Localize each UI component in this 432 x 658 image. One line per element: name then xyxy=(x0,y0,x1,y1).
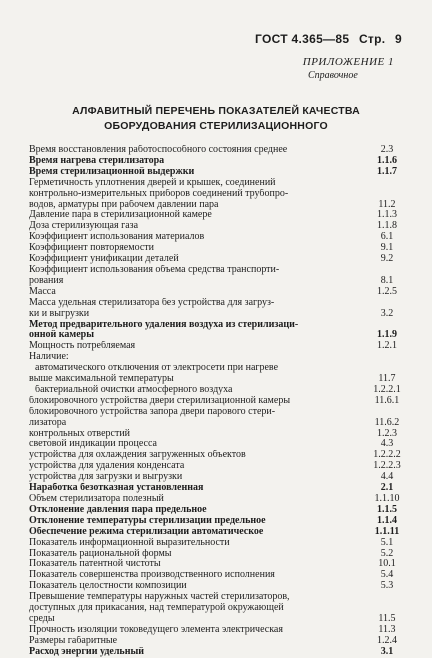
entry-clause-number: 1.1.6 xyxy=(377,154,397,166)
document-title xyxy=(0,104,432,134)
entry-clause-number: 11.2 xyxy=(378,198,396,210)
entry-clause-number: 9.2 xyxy=(380,253,394,265)
entry-text: Показатель совершенства производственного исполнения xyxy=(29,570,275,581)
index-entry xyxy=(29,320,403,331)
entry-text: автоматического отключения от электросети при нагреве xyxy=(35,363,279,374)
entry-clause-number: 1.1.5 xyxy=(377,503,397,515)
entry-text: контрольных отверстий xyxy=(29,428,131,439)
entry-text: Масса xyxy=(29,286,56,297)
entry-clause-number: 2.3 xyxy=(380,144,394,155)
entry-clause-number: 1.2.3 xyxy=(377,427,397,439)
index-entry xyxy=(29,276,403,287)
index-entry xyxy=(29,472,403,483)
entry-text: световой индикации процесса xyxy=(29,439,157,450)
index-entry xyxy=(29,647,403,658)
page-header xyxy=(249,32,402,46)
entry-text: Расход энергии удельный xyxy=(29,646,145,657)
index-entry xyxy=(29,494,403,505)
entry-clause-number: 11.7 xyxy=(378,373,396,385)
entry-clause-number: 1.1.11 xyxy=(374,525,400,537)
entry-clause-number: 4.4 xyxy=(380,471,394,483)
entry-text: Показатель информационной выразительности xyxy=(29,537,230,548)
entry-text: Время стерилизационной выдержки xyxy=(29,166,195,177)
index-entry xyxy=(29,516,403,527)
entry-text: бактериальной очистки атмосферного воздуха xyxy=(35,384,233,395)
index-list xyxy=(29,145,403,658)
index-entry xyxy=(29,429,403,440)
appendix-note: Справочное xyxy=(308,70,358,81)
entry-clause-number: 1.2.1 xyxy=(377,340,397,352)
entry-clause-number: 1.1.8 xyxy=(377,220,397,232)
entry-text: выше максимальной температуры xyxy=(29,374,174,385)
entry-clause-number: 2.1 xyxy=(380,482,394,494)
entry-text: Мощность потребляемая xyxy=(29,341,136,352)
entry-text: Отклонение давления пара предельное xyxy=(29,504,207,515)
entry-clause-number: 3.2 xyxy=(380,307,394,319)
entry-clause-number: 1.1.3 xyxy=(377,209,397,221)
entry-text: доступных для прикасания, над температурой окружающей xyxy=(29,603,284,614)
entry-clause-number: 3.1 xyxy=(380,645,394,657)
index-entry xyxy=(29,298,403,309)
index-entry xyxy=(29,309,403,320)
entry-text: Коэффициент унификации деталей xyxy=(29,254,179,265)
entry-clause-number: 1.1.9 xyxy=(377,329,397,341)
index-entry xyxy=(29,167,403,178)
entry-clause-number: 5.3 xyxy=(380,580,394,592)
index-entry xyxy=(29,461,403,472)
entry-text: Время нагрева стерилизатора xyxy=(29,155,165,166)
index-entry xyxy=(29,483,403,494)
index-entry xyxy=(29,145,403,156)
index-entry xyxy=(29,352,403,363)
title-line-1: АЛФАВИТНЫЙ ПЕРЕЧЕНЬ ПОКАЗАТЕЛЕЙ КАЧЕСТВА xyxy=(72,105,360,117)
entry-clause-number: 11.5 xyxy=(378,612,396,624)
entry-text: Давление пара в стерилизационной камере xyxy=(29,210,212,221)
entry-clause-number: 5.2 xyxy=(380,547,394,559)
entry-clause-number: 11.3 xyxy=(378,623,396,635)
index-entry xyxy=(29,439,403,450)
index-entry xyxy=(29,210,403,221)
entry-clause-number: 1.2.2.1 xyxy=(373,383,401,395)
index-entry xyxy=(29,614,403,625)
index-entry xyxy=(29,636,403,647)
page-number: 9 xyxy=(395,32,402,46)
index-entry xyxy=(29,341,403,352)
entry-text: Размеры габаритные xyxy=(29,635,118,646)
title-line-2: ОБОРУДОВАНИЯ СТЕРИЛИЗАЦИОННОГО xyxy=(104,120,328,132)
entry-text: Показатель целостности композиции xyxy=(29,581,187,592)
index-entry xyxy=(29,603,403,614)
index-entry xyxy=(29,559,403,570)
index-entry xyxy=(29,243,403,254)
entry-text: Герметичность уплотнения дверей и крышек, соединений xyxy=(29,177,276,188)
entry-text: Коэффициент повторяемости xyxy=(29,243,154,254)
entry-text: устройства для загрузки и выгрузки xyxy=(29,472,183,483)
entry-text: Обеспечение режима стерилизации автоматическое xyxy=(29,526,264,537)
entry-text: устройства для удаления конденсата xyxy=(29,461,185,472)
entry-clause-number: 11.6.2 xyxy=(374,416,400,428)
entry-text: Наработка безотказная установленная xyxy=(29,483,204,494)
index-entry xyxy=(29,625,403,636)
entry-text: онной камеры xyxy=(29,330,95,341)
entry-clause-number: 1.1.10 xyxy=(374,493,400,504)
entry-text: Показатель патентной чистоты xyxy=(29,559,161,570)
entry-text: среды xyxy=(29,613,55,624)
index-entry xyxy=(29,538,403,549)
entry-clause-number: 8.1 xyxy=(380,274,394,286)
index-entry xyxy=(29,549,403,560)
entry-clause-number: 10.1 xyxy=(378,558,396,570)
entry-text: устройства для охлаждения загруженных объектов xyxy=(29,450,246,461)
index-entry xyxy=(29,396,403,407)
index-entry xyxy=(29,592,403,603)
entry-clause-number: 5.4 xyxy=(380,569,394,581)
index-entry xyxy=(29,200,403,211)
entry-clause-number: 1.1.4 xyxy=(377,514,397,526)
index-entry xyxy=(29,407,403,418)
entry-clause-number: 1.2.5 xyxy=(377,285,397,297)
entry-text: блокировочного устройства запора двери парового стери- xyxy=(29,406,276,417)
entry-text: контрольно-измерительных приборов соединений трубопро- xyxy=(29,188,289,199)
entry-clause-number: 5.1 xyxy=(380,536,394,548)
entry-text: Доза стерилизующая газа xyxy=(29,221,139,232)
entry-text: Объем стерилизатора полезный xyxy=(29,494,164,504)
index-entry xyxy=(29,527,403,538)
entry-text: Время восстановления работоспособного состояния среднее xyxy=(29,145,288,155)
index-entry xyxy=(29,221,403,232)
entry-text: ки и выгрузки xyxy=(29,308,90,319)
index-entry xyxy=(29,581,403,592)
index-entry xyxy=(29,450,403,461)
index-entry xyxy=(29,374,403,385)
index-entry xyxy=(29,254,403,265)
entry-text: Коэффициент использования материалов xyxy=(29,232,205,243)
entry-text: лизатора xyxy=(29,417,67,428)
entry-text: рования xyxy=(29,275,64,286)
index-entry xyxy=(29,418,403,429)
entry-text: Коэффициент использования объема средства транспорти- xyxy=(29,264,280,275)
appendix-title: ПРИЛОЖЕНИЕ 1 xyxy=(302,56,394,68)
index-entry xyxy=(29,189,403,200)
entry-clause-number: 1.1.7 xyxy=(377,165,397,177)
entry-text: водов, арматуры при рабочем давлении пара xyxy=(29,199,219,210)
entry-clause-number: 1.2.4 xyxy=(377,634,397,646)
entry-text: Наличие: xyxy=(29,352,69,363)
index-entry xyxy=(29,178,403,189)
index-entry xyxy=(29,363,403,374)
entry-text: Масса удельная стерилизатора без устройства для загруз- xyxy=(29,297,275,308)
page-label: Стр. xyxy=(358,32,386,46)
entry-text: Превышение температуры наружных частей стерилизаторов, xyxy=(29,592,290,603)
entry-text: блокировочного устройства двери стерилизационной камеры xyxy=(29,395,291,406)
index-entry xyxy=(29,330,403,341)
entry-text: Отклонение температуры стерилизации предельное xyxy=(29,515,266,526)
entry-text: Метод предварительного удаления воздуха из стерилизаци- xyxy=(29,319,299,330)
index-entry xyxy=(29,265,403,276)
standard-code: ГОСТ 4.365—85 xyxy=(255,32,350,46)
entry-clause-number: 11.6.1 xyxy=(374,394,400,406)
index-entry xyxy=(29,570,403,581)
index-entry xyxy=(29,156,403,167)
index-entry xyxy=(29,287,403,298)
entry-text: Прочность изоляции токоведущего элемента электрическая xyxy=(29,624,283,635)
index-entry xyxy=(29,385,403,396)
entry-clause-number: 6.1 xyxy=(380,231,394,243)
entry-clause-number: 9.1 xyxy=(380,242,394,254)
entry-clause-number: 1.2.2.2 xyxy=(373,449,401,461)
entry-text: Показатель рациональной формы xyxy=(29,548,172,559)
entry-clause-number: 4.3 xyxy=(380,438,394,450)
index-entry xyxy=(29,232,403,243)
index-entry xyxy=(29,505,403,516)
entry-clause-number: 1.2.2.3 xyxy=(373,460,401,472)
